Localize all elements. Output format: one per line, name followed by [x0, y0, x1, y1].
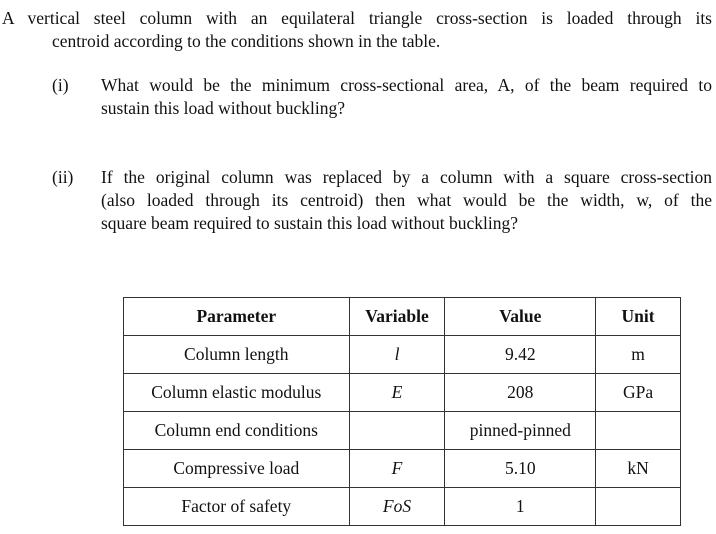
- cell-unit: kN: [596, 450, 681, 488]
- parameter-table: [123, 297, 681, 526]
- cell-parameter: Column end conditions: [124, 412, 350, 450]
- header-unit: Unit: [596, 298, 681, 336]
- table-row: [124, 488, 681, 526]
- cell-parameter: Column length: [124, 336, 350, 374]
- table-header-row: [124, 298, 681, 336]
- cell-unit: [596, 488, 681, 526]
- table-row: [124, 450, 681, 488]
- cell-variable: E: [349, 374, 445, 412]
- question-line: (also loaded through its centroid) then what would be the width, w, of the: [101, 190, 712, 210]
- question-label: (i): [52, 75, 69, 95]
- table-row: [124, 412, 681, 450]
- cell-variable: FoS: [349, 488, 445, 526]
- table-row: [124, 336, 681, 374]
- cell-value: 1: [445, 488, 596, 526]
- question-line: square beam required to sustain this load without buckling?: [101, 213, 518, 233]
- question-line: If the original column was replaced by a column with a square cross-section: [101, 167, 712, 187]
- cell-parameter: Column elastic modulus: [124, 374, 350, 412]
- question-line: sustain this load without buckling?: [101, 98, 346, 118]
- cell-variable: l: [349, 336, 445, 374]
- header-value: Value: [445, 298, 596, 336]
- header-parameter: Parameter: [124, 298, 350, 336]
- cell-variable: F: [349, 450, 445, 488]
- intro-line-1: A vertical steel column with an equilateral triangle cross-section is loaded through its: [2, 8, 712, 28]
- cell-unit: m: [596, 336, 681, 374]
- cell-unit: GPa: [596, 374, 681, 412]
- question-label: (ii): [52, 167, 74, 187]
- question-line: What would be the minimum cross-sectional area, A, of the beam required to: [101, 75, 712, 95]
- cell-unit: [596, 412, 681, 450]
- cell-variable: [349, 412, 445, 450]
- header-variable: Variable: [349, 298, 445, 336]
- cell-parameter: Compressive load: [124, 450, 350, 488]
- cell-value: pinned-pinned: [445, 412, 596, 450]
- cell-value: 9.42: [445, 336, 596, 374]
- cell-value: 5.10: [445, 450, 596, 488]
- cell-parameter: Factor of safety: [124, 488, 350, 526]
- cell-value: 208: [445, 374, 596, 412]
- table-row: [124, 374, 681, 412]
- intro-line-2: centroid according to the conditions shown in the table.: [52, 31, 441, 51]
